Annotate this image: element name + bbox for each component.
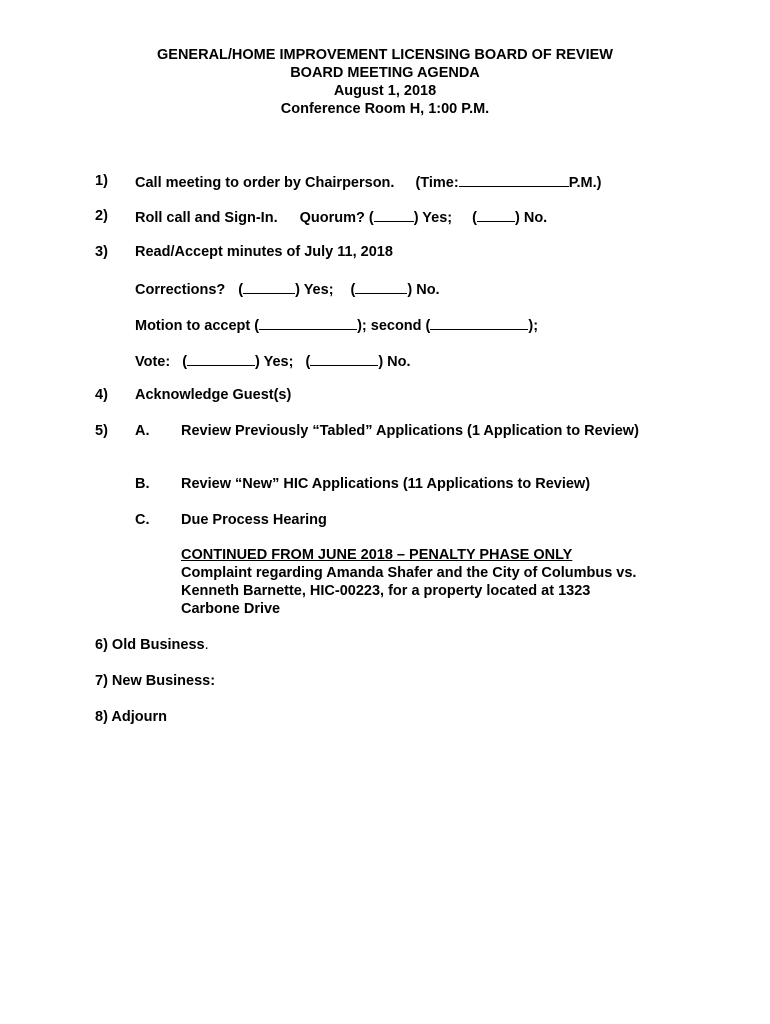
hearing-title: CONTINUED FROM JUNE 2018 – PENALTY PHASE ONLY (181, 547, 573, 563)
subitem-c-text: Due Process Hearing (181, 512, 327, 528)
meeting-location: Conference Room H, 1:00 P.M. (280, 101, 490, 117)
vote-yes: ) Yes; (255, 354, 294, 370)
vote-no: ) No. (378, 354, 411, 370)
item-number: 5) (95, 423, 108, 439)
hearing-description: Complaint regarding Amanda Shafer and the City of Columbus vs. Kenneth Barnette, HIC-00223, for a property located at 1323 Carbone Drive (181, 565, 637, 617)
subitem-letter: B. (135, 476, 150, 492)
motion-line (135, 315, 538, 335)
second-blank (430, 315, 528, 330)
agenda-header (0, 46, 770, 118)
open-paren: ( (350, 282, 356, 298)
old-business-label: 6) Old Business (95, 637, 205, 653)
open-paren: ( (238, 282, 244, 298)
item-text: Read/Accept minutes of July 11, 2018 (135, 244, 393, 260)
vote-no-blank (310, 351, 378, 366)
item-1-content (135, 172, 601, 192)
agenda-title: BOARD MEETING AGENDA (290, 65, 480, 81)
corrections-no: ) No. (407, 282, 440, 298)
item-number: 2) (95, 208, 108, 224)
vote-label: Vote: (135, 354, 171, 370)
quorum-yes-blank (374, 207, 414, 222)
motion-blank (259, 315, 357, 330)
agenda-item-8: 8) Adjourn (95, 709, 167, 725)
time-suffix: P.M.) (568, 175, 602, 191)
corrections-label: Corrections? (135, 282, 226, 298)
quorum-label: Quorum? ( (299, 210, 374, 226)
corrections-line (135, 279, 440, 299)
item-number: 3) (95, 244, 108, 260)
motion-label: Motion to accept ( (135, 318, 260, 334)
agenda-item-6 (95, 636, 209, 654)
item-text: Roll call and Sign-In. (135, 210, 278, 226)
subitem-a-text: Review Previously “Tabled” Applications (1 Application to Review) (181, 423, 639, 439)
meeting-date: August 1, 2018 (333, 83, 437, 99)
agenda-item-7: 7) New Business: (95, 673, 216, 689)
item-number: 1) (95, 173, 108, 189)
hearing-block (181, 546, 641, 618)
vote-line (135, 351, 411, 371)
second-label: ); second ( (357, 318, 431, 334)
subitem-b-text: Review “New” HIC Applications (11 Applications to Review) (181, 476, 591, 492)
corrections-yes: ) Yes; (295, 282, 334, 298)
item-text: Call meeting to order by Chairperson. (135, 175, 395, 191)
motion-end: ); (528, 318, 539, 334)
quorum-yes: ) Yes; (413, 210, 453, 226)
subitem-letter: A. (135, 423, 150, 439)
board-title: GENERAL/HOME IMPROVEMENT LICENSING BOARD OF REVIEW (157, 47, 613, 63)
open-paren: ( (305, 354, 311, 370)
corrections-yes-blank (243, 279, 295, 294)
quorum-no-blank (477, 207, 515, 222)
open-paren: ( (182, 354, 188, 370)
old-business-period: . (204, 637, 209, 653)
quorum-no: ) No. (514, 210, 548, 226)
item-number: 4) (95, 387, 108, 403)
time-blank (459, 172, 569, 187)
item-text: Acknowledge Guest(s) (135, 387, 292, 403)
quorum-open: ( (472, 210, 477, 226)
corrections-no-blank (355, 279, 407, 294)
item-2-content (135, 207, 547, 227)
time-label: (Time: (415, 175, 459, 191)
vote-yes-blank (187, 351, 255, 366)
subitem-letter: C. (135, 512, 150, 528)
